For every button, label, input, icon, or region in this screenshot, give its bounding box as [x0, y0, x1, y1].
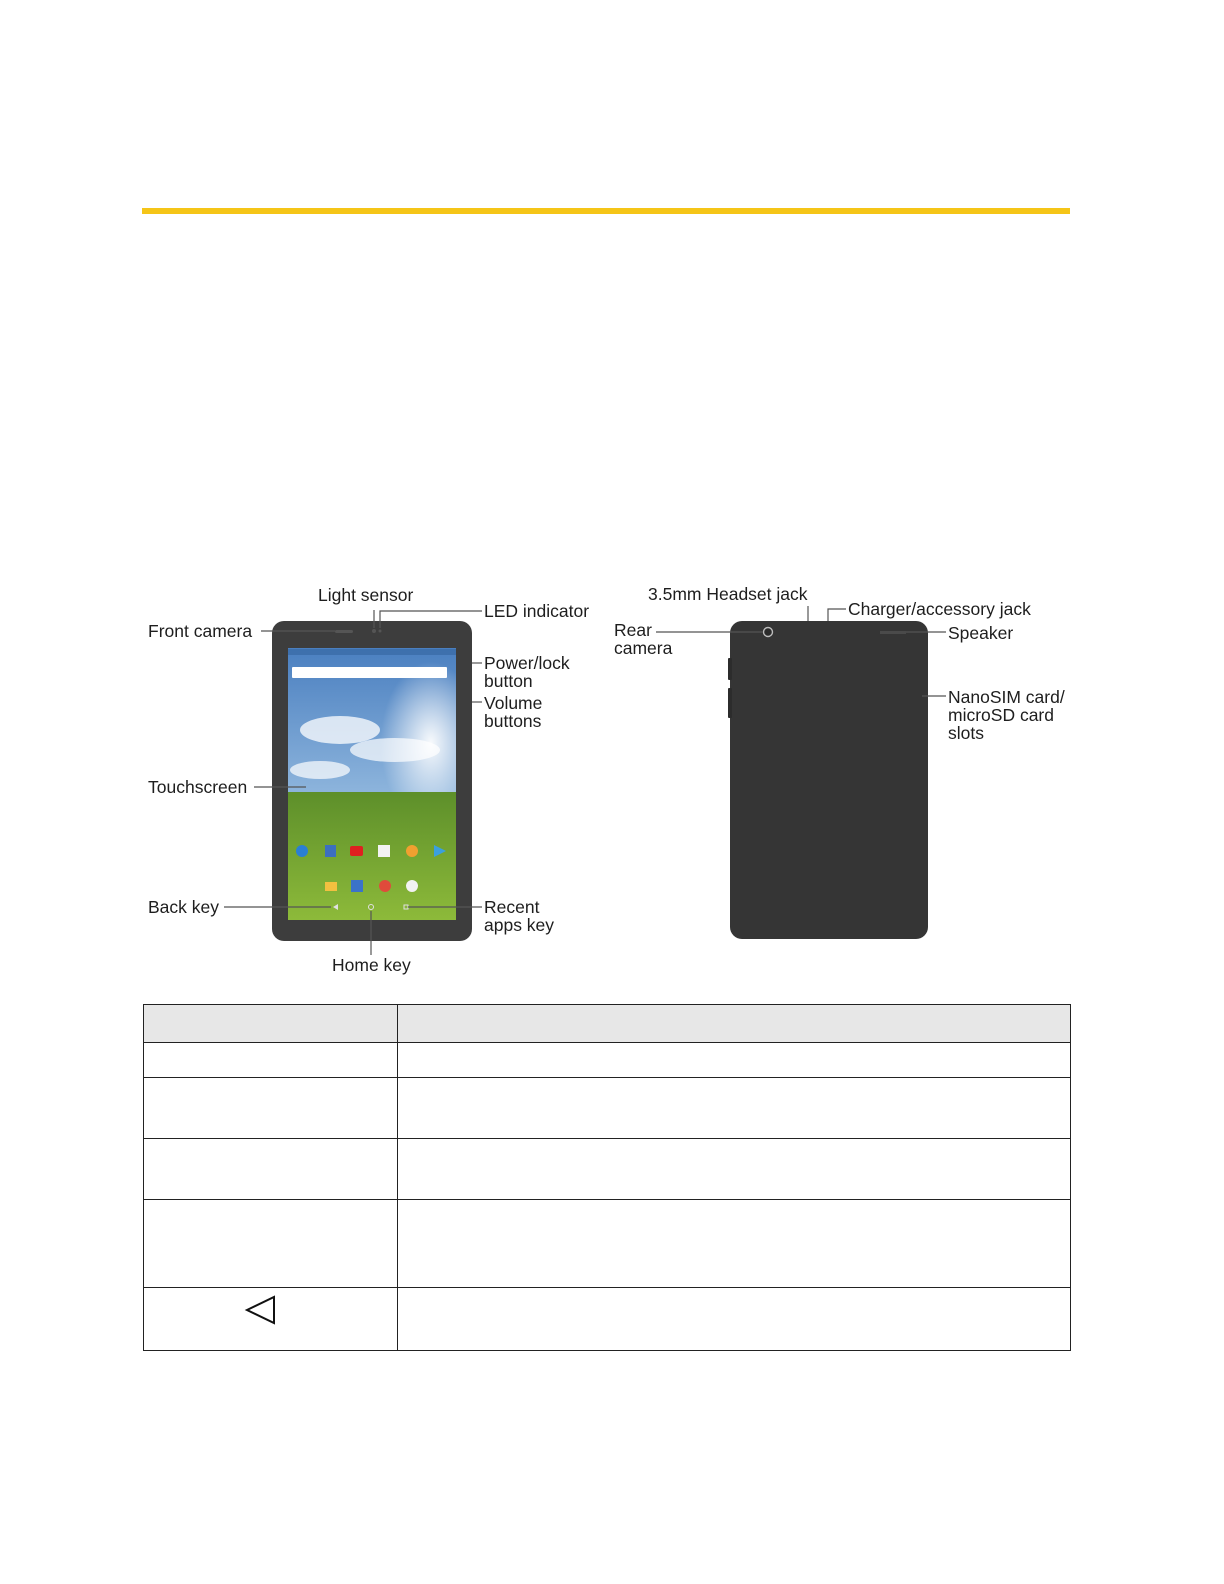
back-device	[728, 621, 928, 939]
youtube-icon	[350, 846, 363, 856]
table-row	[144, 1139, 1071, 1200]
charger-jack-label: Charger/accessory jack	[848, 599, 1031, 619]
speaker-label: Speaker	[948, 623, 1014, 643]
app-icon	[296, 845, 308, 857]
table-cell	[398, 1288, 1071, 1351]
table-cell	[144, 1139, 398, 1200]
parts-table	[143, 1004, 1071, 1351]
table-row	[144, 1200, 1071, 1288]
sim-slots-label: NanoSIM card/ microSD card slots	[948, 687, 1065, 743]
front-camera-lens	[335, 630, 353, 633]
front-camera-label: Front camera	[148, 621, 253, 641]
headset-jack-label: 3.5mm Headset jack	[648, 584, 808, 604]
calendar-icon	[351, 880, 363, 892]
table-row	[144, 1043, 1071, 1078]
table-cell	[144, 1043, 398, 1078]
search-bar	[292, 667, 447, 678]
led-indicator-label: LED indicator	[484, 601, 590, 621]
table-header-cell	[144, 1005, 398, 1043]
table-cell	[144, 1200, 398, 1288]
section-rule	[142, 208, 1070, 214]
table-cell	[398, 1078, 1071, 1139]
recent-apps-label: Recent apps key	[484, 897, 555, 935]
apps-icon	[406, 880, 418, 892]
app-icon	[325, 845, 336, 857]
table-header-cell	[398, 1005, 1071, 1043]
light-sensor-dot	[372, 629, 376, 633]
speaker-grille	[880, 631, 906, 634]
table-header-row	[144, 1005, 1071, 1043]
device-figure	[0, 570, 1224, 990]
home-key-label: Home key	[332, 955, 411, 975]
volume-label: Volume buttons	[484, 693, 543, 731]
table-cell	[398, 1139, 1071, 1200]
front-device	[272, 621, 472, 941]
table-cell	[398, 1043, 1071, 1078]
table-cell	[398, 1200, 1071, 1288]
chrome-icon	[379, 880, 391, 892]
table-row	[144, 1078, 1071, 1139]
light-sensor-label: Light sensor	[318, 585, 414, 605]
status-bar	[288, 649, 456, 655]
touchscreen-label: Touchscreen	[148, 777, 248, 797]
power-lock-label: Power/lock button	[484, 653, 570, 691]
led-dot	[379, 630, 382, 633]
table-cell	[144, 1078, 398, 1139]
rear-camera-label: Rear camera	[614, 620, 673, 658]
back-key-label: Back key	[148, 897, 219, 917]
back-triangle-icon	[244, 1294, 278, 1326]
photos-icon	[406, 845, 418, 857]
app-icon	[378, 845, 390, 857]
table-row	[144, 1288, 1071, 1351]
table-cell	[144, 1288, 398, 1351]
rear-camera-lens	[764, 628, 773, 637]
email-icon	[325, 882, 337, 891]
